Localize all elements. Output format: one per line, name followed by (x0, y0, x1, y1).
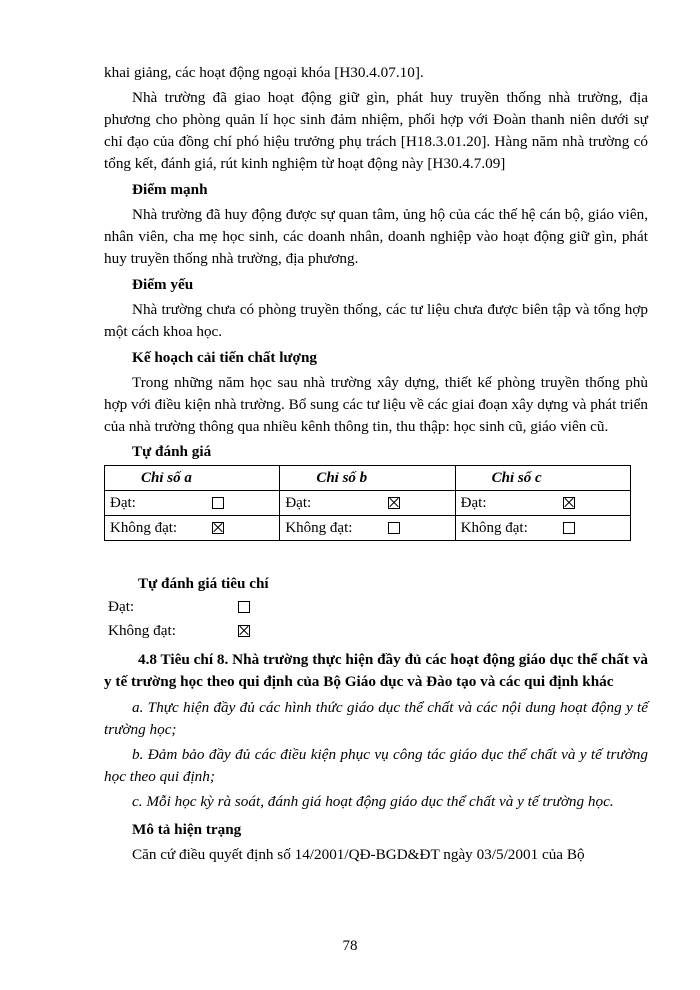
pass-label-b: Đạt: (285, 495, 312, 511)
criterion-fail-row (108, 619, 648, 643)
document-page (104, 62, 648, 869)
checkbox-c-pass[interactable] (563, 497, 575, 509)
checkbox-c-fail[interactable] (563, 522, 575, 534)
fail-label-a: Không đạt: (110, 520, 178, 536)
criterion-pass-checkbox[interactable] (238, 601, 250, 613)
header-indicator-b: Chỉ số b (280, 466, 455, 491)
checkbox-a-fail[interactable] (212, 522, 224, 534)
criterion-fail-label: Không đạt: (108, 622, 176, 639)
heading-improvement-plan: Kế hoạch cải tiến chất lượng (132, 349, 318, 366)
page-number: 78 (342, 938, 358, 954)
header-indicator-a: Chỉ số a (105, 466, 280, 491)
criterion8-title: 4.8 Tiêu chí 8. Nhà trường thực hiện đầy đủ các hoạt động giáo dục thể chất và y tế trường học theo qui định của Bộ Giáo dục và Đào tạo và các qui định khác (104, 651, 648, 690)
checkbox-a-pass[interactable] (212, 497, 224, 509)
heading-strength: Điểm mạnh (132, 181, 208, 198)
criterion-pass-label: Đạt: (108, 598, 135, 615)
paragraph-improvement-plan: Trong những năm học sau nhà trường xây dựng, thiết kế phòng truyền thống phù hợp với điều kiện nhà trường. Bổ sung các tư liệu về các giai đoạn xây dựng và phát triển của nhà trường thông qua nhiều kênh thông tin, thu thập: học sinh cũ, giáo viên cũ. (104, 374, 648, 435)
heading-current-status: Mô tả hiện trạng (132, 821, 242, 838)
pass-label-c: Đạt: (460, 495, 487, 511)
self-eval-title: Tự đánh giá (132, 443, 212, 460)
criterion-fail-checkbox[interactable] (238, 625, 250, 637)
heading-weakness: Điểm yếu (132, 276, 194, 293)
paragraph-tradition: Nhà trường đã giao hoạt động giữ gìn, phát huy truyền thống nhà trường, địa phương cho phòng quản lí học sinh đảm nhiệm, phối hợp với Đoàn thanh niên dưới sự chỉ đạo của đồng chí phó hiệu trưởng phụ trách [H18.3.01.20]. Hàng năm nhà trường có tổng kết, đánh giá, rút kinh nghiệm từ hoạt động này [H30.4.7.09] (104, 89, 648, 172)
self-eval-pass-row (105, 491, 631, 516)
paragraph-current-status: Căn cứ điều quyết định số 14/2001/QĐ-BGD&ĐT ngày 03/5/2001 của Bộ (132, 846, 585, 863)
header-indicator-c: Chỉ số c (455, 466, 630, 491)
fail-label-b: Không đạt: (285, 520, 353, 536)
paragraph-continuation: khai giảng, các hoạt động ngoại khóa [H30.4.07.10]. (104, 64, 424, 81)
checkbox-b-fail[interactable] (388, 522, 400, 534)
self-eval-header-row (105, 466, 631, 491)
paragraph-weakness: Nhà trường chưa có phòng truyền thống, các tư liệu chưa được biên tập và tổng hợp một cách khoa học. (104, 301, 648, 340)
criterion8-item-c: c. Mỗi học kỳ rà soát, đánh giá hoạt động giáo dục thể chất và y tế trường học. (132, 793, 614, 810)
fail-label-c: Không đạt: (460, 520, 528, 536)
criterion8-item-b: b. Đảm bảo đầy đủ các điều kiện phục vụ công tác giáo dục thể chất và y tế trường học theo qui định; (104, 746, 648, 785)
criterion8-item-a: a. Thực hiện đầy đủ các hình thức giáo dục thể chất và các nội dung hoạt động y tế trường học; (104, 699, 648, 738)
self-eval-fail-row (105, 516, 631, 541)
paragraph-strength: Nhà trường đã huy động được sự quan tâm, ủng hộ của các thế hệ cán bộ, giáo viên, nhân viên, cha mẹ học sinh, các doanh nhân, doanh nghiệp vào hoạt động giữ gìn, phát huy truyền thống nhà trường, địa phương. (104, 206, 648, 267)
self-eval-table (104, 465, 631, 541)
criterion-pass-row (108, 595, 648, 619)
pass-label-a: Đạt: (110, 495, 136, 511)
checkbox-b-pass[interactable] (388, 497, 400, 509)
criterion-eval-title: Tự đánh giá tiêu chí (138, 575, 269, 592)
